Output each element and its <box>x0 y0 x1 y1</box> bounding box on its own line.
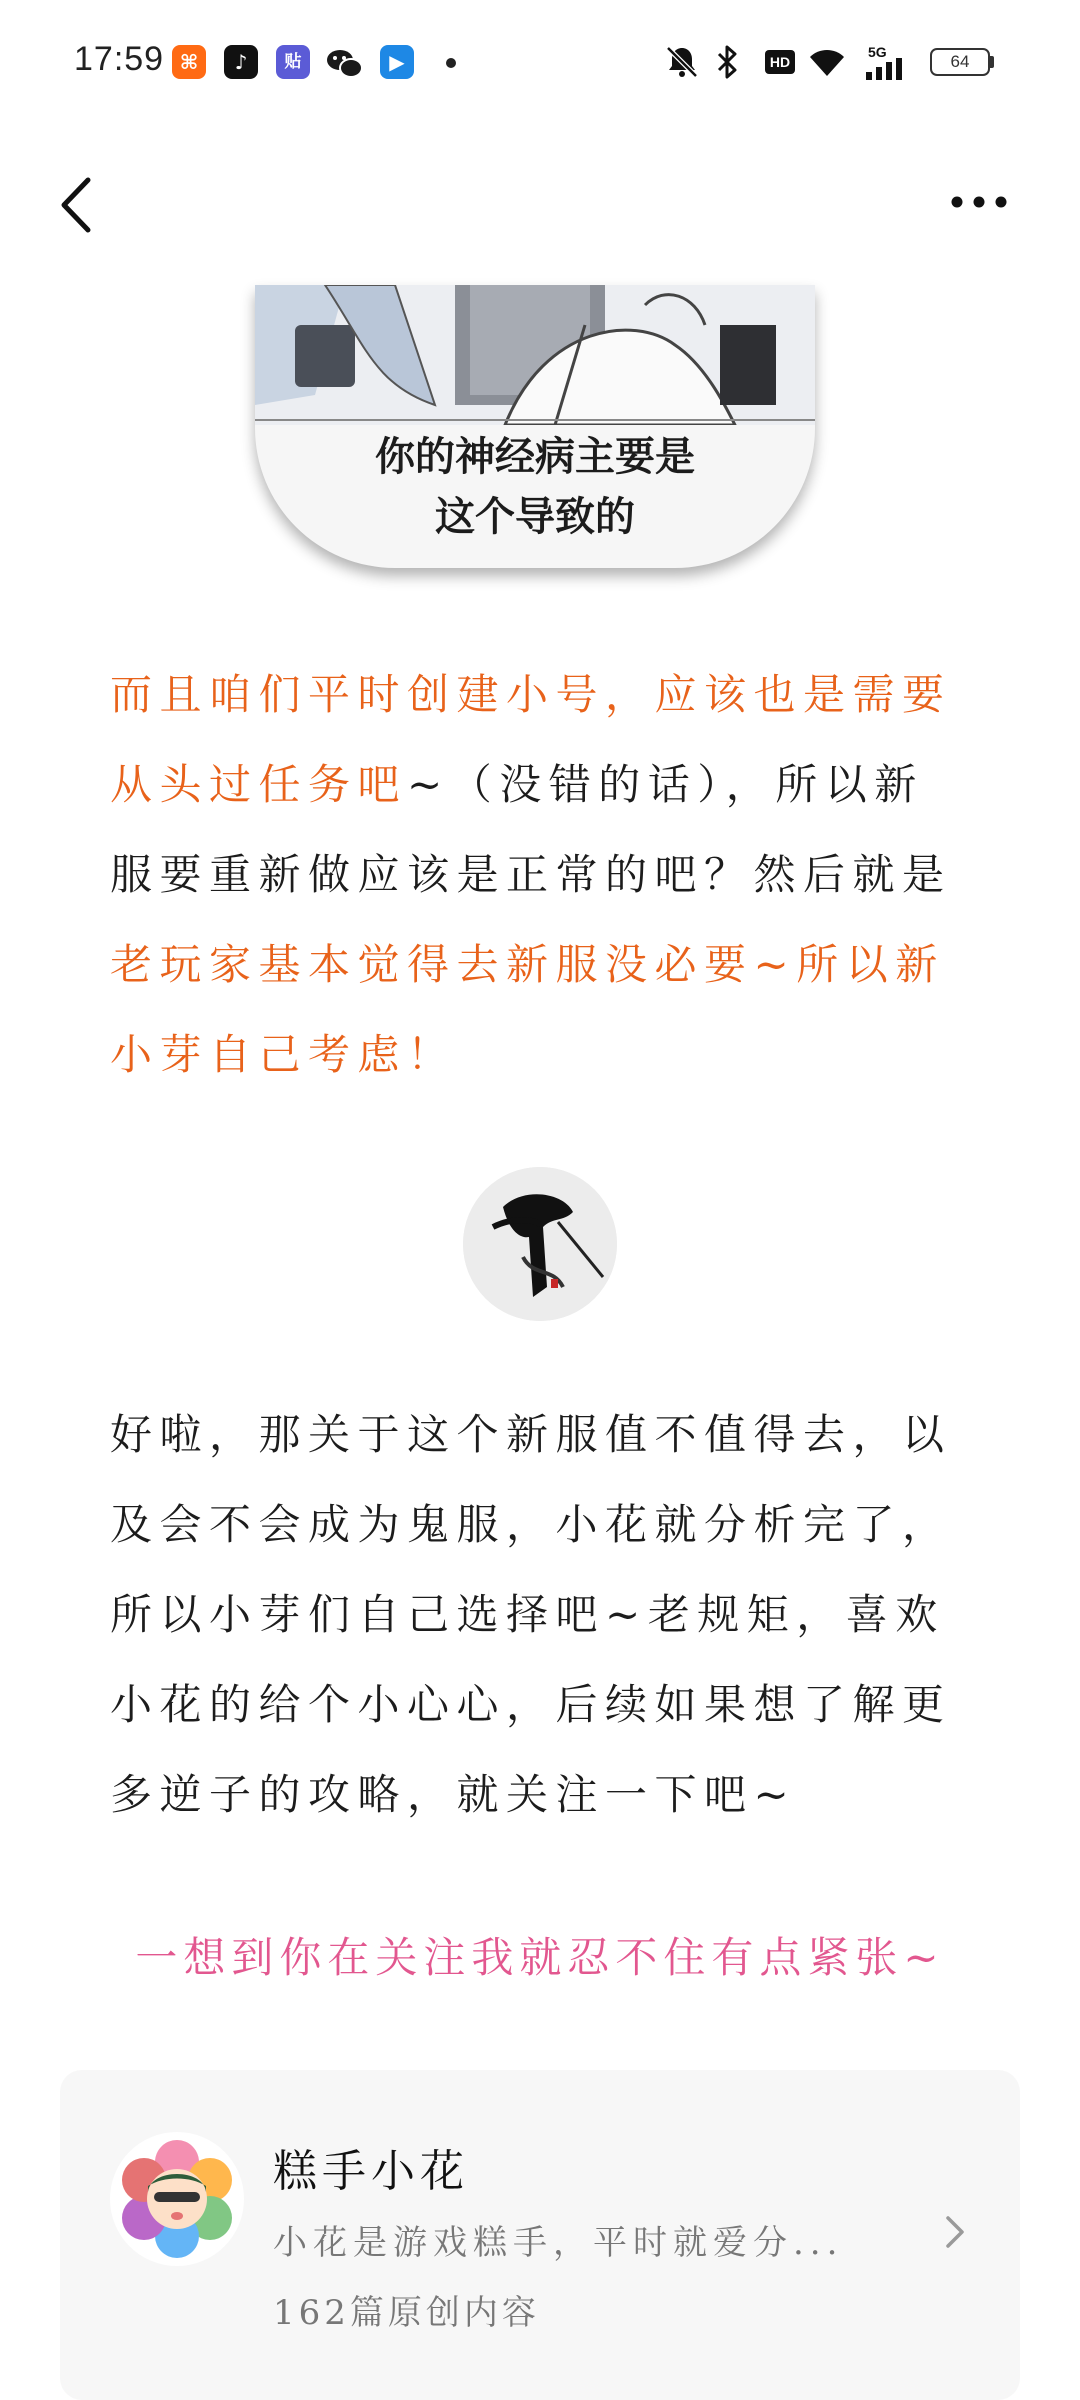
paragraph-line: 老玩家基本觉得去新服没必要~所以新 <box>110 940 945 989</box>
ink-warrior-illustration <box>463 1167 617 1321</box>
hd-icon: HD <box>765 50 795 74</box>
highlight-text: 从头过任务吧 <box>110 760 408 809</box>
status-bar <box>0 0 1080 130</box>
tiktok-icon: ♪ <box>224 45 258 79</box>
battery-level: 64 <box>950 52 970 71</box>
more-button[interactable] <box>944 180 1014 230</box>
tieba-icon: 贴 <box>276 45 310 79</box>
app-store-icon: ⌘ <box>172 45 206 79</box>
battery-tip <box>990 56 994 68</box>
wechat-icon <box>326 48 364 84</box>
avatar <box>110 2132 244 2266</box>
paragraph-line: 所以小芽们自己选择吧~老规矩，喜欢 <box>110 1590 945 1639</box>
author-article-count: 162篇原创内容 <box>273 2293 540 2333</box>
paragraph-line: 好啦，那关于这个新服值不值得去，以 <box>110 1410 952 1459</box>
wifi-icon <box>806 46 848 82</box>
notification-dot-icon <box>446 58 456 68</box>
signal-icon <box>866 58 906 84</box>
ink-figure-image <box>463 1167 617 1321</box>
paragraph-line <box>110 740 980 830</box>
meme-image <box>255 285 815 568</box>
author-description: 小花是游戏糕手，平时就爱分... <box>273 2223 844 2263</box>
network-type-label: 5G <box>868 44 887 60</box>
video-app-icon: ▶ <box>380 45 414 79</box>
status-time: 17:59 <box>74 40 165 78</box>
more-dots-icon <box>944 180 1014 230</box>
avatar-flower-icon <box>110 2132 244 2266</box>
article-paragraph-2 <box>110 1390 980 1840</box>
paragraph-line: 小芽自己考虑！ <box>110 1030 457 1079</box>
mute-bell-icon <box>664 44 700 84</box>
paragraph-line: 及会不会成为鬼服，小花就分析完了， <box>110 1500 952 1549</box>
paragraph-line: 小花的给个小心心，后续如果想了解更 <box>110 1680 952 1729</box>
author-card[interactable] <box>60 2070 1020 2400</box>
paragraph-line: 服要重新做应该是正常的吧？然后就是 <box>110 850 952 899</box>
paragraph-line: 而且咱们平时创建小号，应该也是需要 <box>110 670 952 719</box>
meme-caption-line2: 这个导致的 <box>435 494 635 540</box>
chevron-left-icon <box>48 168 108 238</box>
article-paragraph-1 <box>110 650 980 1100</box>
meme-caption-line1: 你的神经病主要是 <box>375 434 695 480</box>
body-text: ~（没错的话），所以新 <box>407 760 924 809</box>
paragraph-line: 多逆子的攻略，就关注一下吧~ <box>110 1770 797 1819</box>
back-button[interactable] <box>48 168 108 238</box>
author-name: 糕手小花 <box>273 2146 469 2197</box>
battery-icon <box>930 48 990 76</box>
closing-tagline: 一想到你在关注我就忍不住有点紧张~ <box>135 1933 945 1982</box>
bluetooth-icon <box>716 44 740 84</box>
meme-illustration <box>255 285 815 425</box>
chevron-right-icon <box>940 2210 970 2258</box>
